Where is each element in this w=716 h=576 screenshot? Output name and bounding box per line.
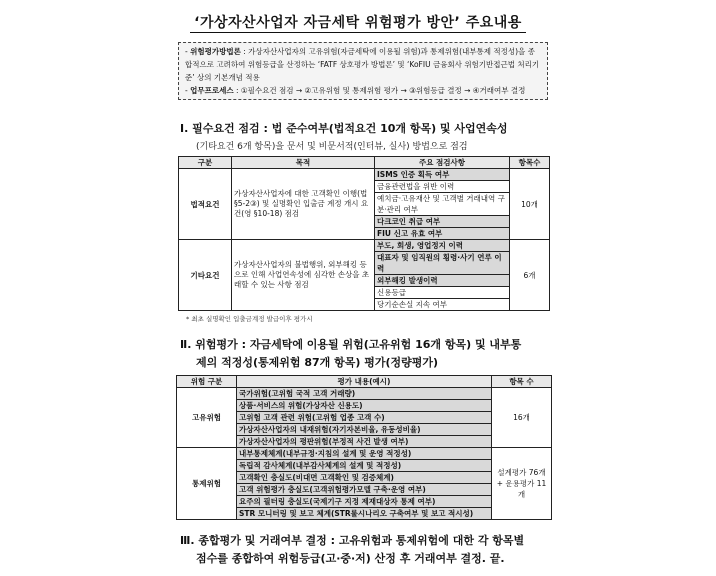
process-line: - 업무프로세스 : ①필수요건 점검 → ②고유위험 및 통제위험 평가 → ③위험등급 결정 → ④거래여부 결정 [185,86,526,95]
col-header-category: 구분 [179,157,232,169]
col-header-purpose: 목적 [232,157,375,169]
requirements-table: 구분 목적 주요 점검사항 항목수 법적요건 가상자산사업자에 대한 고객확인 이행(법 §5-2③) 및 실명확인 입출금 계정 개시 요건(영 §10-18) 점검 ISMS 인증 획득 여부 10개 금융관련법을 위반 이력 예치금·고유재산 및 고객별 거래내역 구분·관리 여부 다크코인 취급 여부 FIU 신고 유효 여부 기타요건 가상자산사업자의 불법행위, 외부해킹 등으로 인해 사업연속성에 심각한 손상을 초래할 수 있는 사항 점검 부도, 회생, 영업정지 이력 6개 대표자 및 임직원의 횡령·사기 연루 이력 외부해킹 발생이력 신용등급 당기순손실 지속 여부 [178,156,550,311]
table-row: 고유위험 국가위험(고위험 국적 고객 거래량) 16개 [177,388,552,400]
section2-title-cont: 제의 적정성(통제위험 87개 항목) 평가(정량평가) [196,356,439,369]
page-title: ‘가상자산사업자 자금세탁 위험평가 방안’ 주요내용 [0,12,716,32]
col-header-count: 항목 수 [492,376,552,388]
col-header-content: 평가 내용(예시) [237,376,492,388]
section3-line1: Ⅲ. 종합평가 및 거래여부 결정 : 고유위험과 통제위험에 대한 각 항목별 [180,534,525,547]
col-header-items: 주요 점검사항 [375,157,510,169]
section1-subtitle: (기타요건 6개 항목)을 문서 및 비문서적(인터뷰, 실사) 방법으로 점검 [196,142,468,152]
col-header-count: 항목수 [510,157,550,169]
footnote: * 최초 실명확인 입출금계정 발급이후 평가시 [186,315,313,323]
col-header-risk: 위험 구분 [177,376,237,388]
table-row: 통제위험 내부통제체계(내부규정·지침의 설계 및 운영 적정성) 설계평가 76개 + 운용평가 11개 [177,448,552,460]
table-row: 기타요건 가상자산사업자의 불법행위, 외부해킹 등으로 인해 사업연속성에 심각한 손상을 초래할 수 있는 사항 점검 부도, 회생, 영업정지 이력 6개 [179,240,550,252]
section1-title: Ⅰ. 필수요건 점검 : 법 준수여부(법적요건 10개 항목) 및 사업연속성 [180,122,508,135]
method-line: - 위험평가방법론 : 가상자산사업자의 고유위험(자금세탁에 이용될 위험)과 통제위험(내부통제 적정성)을 종합적으로 고려하여 위험등급을 산정하는 ‘FATF 상호평가 방법론’ 및 ‘KoFIU 금융회사 위험기반접근법 처리기준’ 상의 기본개념 적용 [185,47,540,82]
section2-title: Ⅱ. 위험평가 : 자금세탁에 이용될 위험(고유위험 16개 항목) 및 내부통 [180,338,522,351]
summary-box [178,42,548,100]
section3-line2: 점수를 종합하여 위험등급(고·중·저) 산정 후 거래여부 결정. 끝. [196,552,505,565]
table-row: 법적요건 가상자산사업자에 대한 고객확인 이행(법 §5-2③) 및 실명확인 입출금 계정 개시 요건(영 §10-18) 점검 ISMS 인증 획득 여부 10개 [179,169,550,181]
risk-table: 위험 구분 평가 내용(예시) 항목 수 고유위험 국가위험(고위험 국적 고객 거래량) 16개 상품·서비스의 위험(가상자산 신용도) 고위험 고객 관련 위험(고위험 업종 고객 수) 가상자산사업자의 내재위험(자기자본비율, 유동성비율) 가상자산사업자의 평판위험(부정적 사건 발생 여부) 통제위험 내부통제체계(내부규정·지침의 설계 및 운영 적정성) 설계평가 76개 + 운용평가 11개 독립적 감사체계(내부감사체계의 설계 및 적정성) 고객확인 충실도(비대면 고객확인 및 검증체계) 고객 위험평가 충실도(고객위험평가모델 구축·운영 여부) 요주의 필터링 충실도(국제기구 지정 제재대상자 통제 여부) STR 모니터링 및 보고 체계(STR룰시나리오 구축여부 및 보고 적시성) [176,375,552,520]
